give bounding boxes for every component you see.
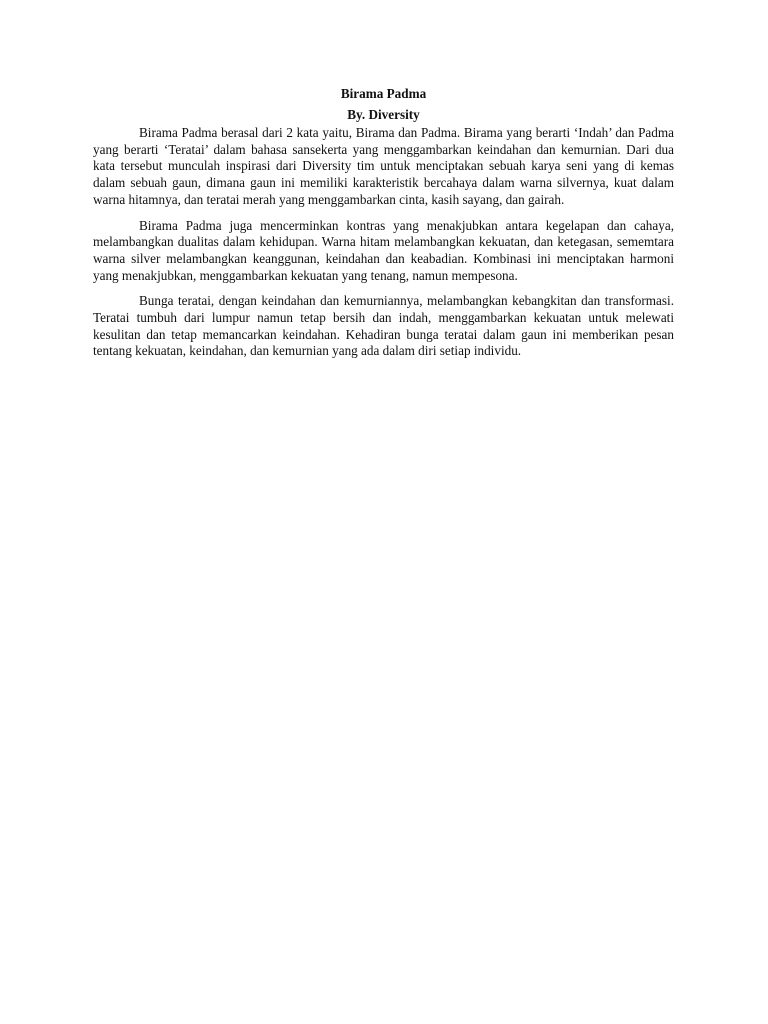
paragraph: Birama Padma juga mencerminkan kontras yang menakjubkan antara kegelapan dan cahaya, melambangkan dualitas dalam kehidupan. Warna hitam melambangkan kekuatan, dan ketegasan, sememtara warna silver melambangkan keanggunan, keindahan dan keabadian. Kombinasi ini menciptakan harmoni yang menakjubkan, menggambarkan kekuatan yang tenang, namun mempesona. — [93, 217, 674, 283]
document-body — [93, 86, 674, 369]
paragraph: Birama Padma berasal dari 2 kata yaitu, Birama dan Padma. Birama yang berarti ‘Indah’ dan Padma yang berarti ‘Teratai’ dalam bahasa sansekerta yang menggambarkan keindahan dan kemurnian. Dari dua kata tersebut munculah inspirasi dari Diversity tim untuk menciptakan sebuah karya seni yang di kemas dalam sebuah gaun, dimana gaun ini memiliki karakteristik bercahaya dalam warna silvernya, kuat dalam warna hitamnya, dan teratai merah yang menggambarkan cinta, kasih sayang, dan gairah. — [93, 125, 674, 207]
paragraph: Bunga teratai, dengan keindahan dan kemurniannya, melambangkan kebangkitan dan transformasi. Teratai tumbuh dari lumpur namun tetap bersih dan indah, menggambarkan kekuatan untuk melewati kesulitan dan tetap memancarkan keindahan. Kehadiran bunga teratai dalam gaun ini memberikan pesan tentang kekuatan, keindahan, dan kemurnian yang ada dalam diri setiap individu. — [93, 293, 674, 359]
document-title: Birama Padma — [340, 86, 427, 101]
document-author: By. Diversity — [347, 107, 420, 122]
